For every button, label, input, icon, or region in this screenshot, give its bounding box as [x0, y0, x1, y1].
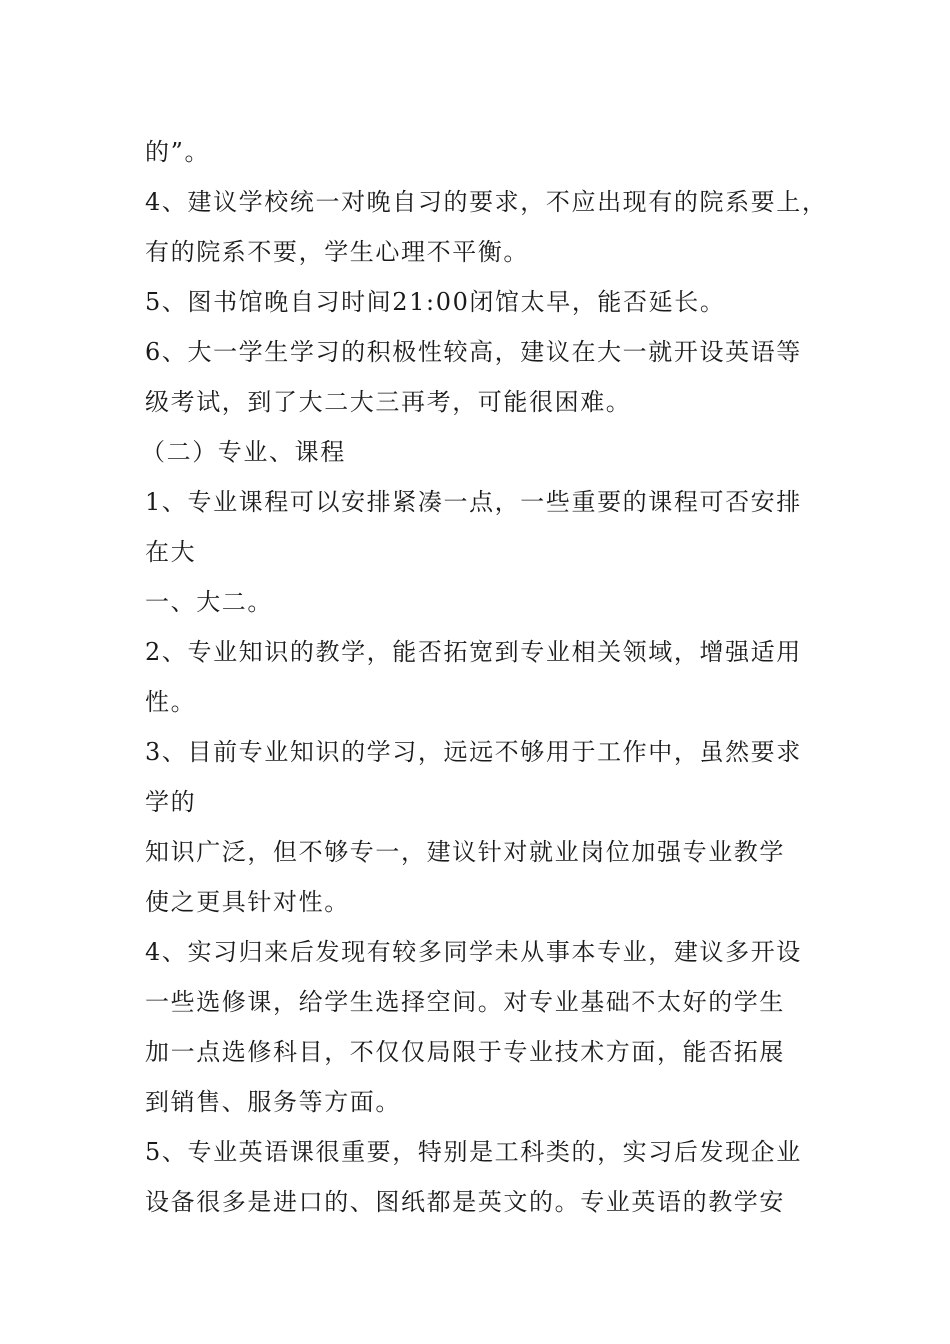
text-line: 学的	[145, 788, 197, 816]
text-line: 的”。	[145, 138, 211, 166]
section-heading: （二）专业、课程	[141, 438, 346, 466]
text-line: 加一点选修科目，不仅仅局限于专业技术方面，能否拓展	[145, 1038, 785, 1066]
text-line: 性。	[145, 688, 197, 716]
text-line: 到销售、服务等方面。	[145, 1088, 401, 1116]
text-line: 5、图书馆晚自习时间21:00闭馆太早，能否延长。	[145, 288, 726, 316]
text-line: 有的院系不要，学生心理不平衡。	[145, 238, 529, 266]
document-body	[141, 127, 828, 1227]
text-line: 级考试，到了大二大三再考，可能很困难。	[145, 388, 632, 416]
text-line: 2、专业知识的教学，能否拓宽到专业相关领域，增强适用	[145, 638, 802, 666]
text-line: 知识广泛，但不够专一，建议针对就业岗位加强专业教学	[145, 838, 785, 866]
text-line: 5、专业英语课很重要，特别是工科类的，实习后发现企业	[145, 1138, 802, 1166]
text-line: 3、目前专业知识的学习，远远不够用于工作中，虽然要求	[145, 738, 802, 766]
text-line: 4、实习归来后发现有较多同学未从事本专业，建议多开设	[145, 938, 802, 966]
text-line: 4、建议学校统一对晚自习的要求，不应出现有的院系要上，	[145, 188, 828, 216]
text-line: 设备很多是进口的、图纸都是英文的。专业英语的教学安	[145, 1188, 785, 1216]
text-line: 1、专业课程可以安排紧凑一点，一些重要的课程可否安排	[145, 488, 802, 516]
text-line: 在大	[145, 538, 197, 566]
text-line: 6、大一学生学习的积极性较高，建议在大一就开设英语等	[145, 338, 802, 366]
text-line: 使之更具针对性。	[145, 888, 350, 916]
text-line: 一些选修课，给学生选择空间。对专业基础不太好的学生	[145, 988, 785, 1016]
text-line: 一、大二。	[145, 588, 273, 616]
